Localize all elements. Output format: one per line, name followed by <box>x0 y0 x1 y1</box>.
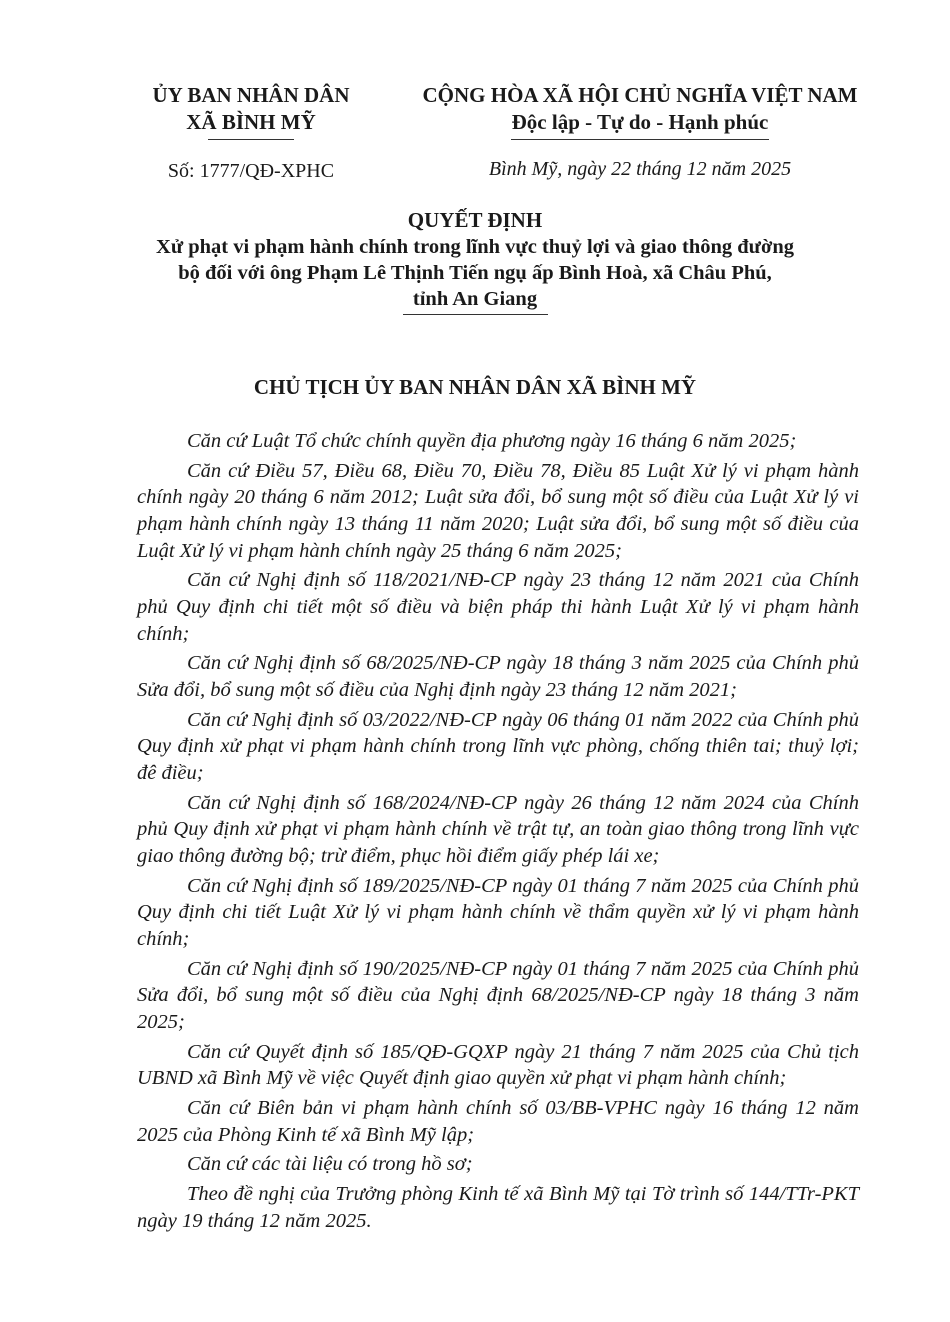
decision-heading: QUYẾT ĐỊNH <box>407 208 543 232</box>
basis-paragraph: Căn cứ Nghị định số 190/2025/NĐ-CP ngày 01 tháng 7 năm 2025 của Chính phủ Sửa đổi, bổ sung một số điều của Nghị định 68/2025/NĐ-CP ngày 18 tháng 3 năm 2025; <box>137 957 859 1033</box>
agency-name: ỦY BAN NHÂN DÂN <box>152 83 350 107</box>
basis-paragraph: Căn cứ Nghị định số 189/2025/NĐ-CP ngày 01 tháng 7 năm 2025 của Chính phủ Quy định chi tiết Luật Xử lý vi phạm hành chính về thẩm quyền xử lý vi phạm hành chính; <box>137 874 859 950</box>
motto-slogan: Độc lập - Tự do - Hạnh phúc <box>511 110 769 134</box>
basis-paragraph: Căn cứ Điều 57, Điều 68, Điều 70, Điều 78, Điều 85 Luật Xử lý vi phạm hành chính ngày 20 tháng 6 năm 2012; Luật sửa đổi, bổ sung một số điều của Luật Xử lý vi phạm hành chính ngày 13 tháng 11 năm 2020; Luật sửa đổi, bổ sung một số điều của Luật Xử lý vi phạm hành chính ngày 25 tháng 6 năm 2025; <box>137 459 859 562</box>
basis-paragraph: Căn cứ Nghị định số 168/2024/NĐ-CP ngày 26 tháng 12 năm 2024 của Chính phủ Quy định xử phạt vi phạm hành chính về trật tự, an toàn giao thông trong lĩnh vực giao thông đường bộ; trừ điểm, phục hồi điểm giấy phép lái xe; <box>137 791 859 867</box>
country-name: CỘNG HÒA XÃ HỘI CHỦ NGHĨA VIỆT NAM <box>422 83 858 107</box>
basis-paragraph: Theo đề nghị của Trưởng phòng Kinh tế xã Bình Mỹ tại Tờ trình số 144/TTr-PKT ngày 19 tháng 12 năm 2025. <box>137 1183 859 1232</box>
decision-subject-line: Xử phạt vi phạm hành chính trong lĩnh vực thuỷ lợi và giao thông đường <box>156 236 794 258</box>
basis-paragraph: Căn cứ các tài liệu có trong hồ sơ; <box>187 1153 473 1176</box>
basis-paragraph: Căn cứ Nghị định số 03/2022/NĐ-CP ngày 06 tháng 01 năm 2022 của Chính phủ Quy định xử phạt vi phạm hành chính trong lĩnh vực phòng, chống thiên tai; thuỷ lợi; đê điều; <box>137 708 859 784</box>
national-motto <box>400 82 880 140</box>
agency-underline <box>208 139 294 140</box>
document-number: Số: 1777/QĐ-XPHC <box>167 160 335 182</box>
issuing-authority: CHỦ TỊCH ỦY BAN NHÂN DÂN XÃ BÌNH MỸ <box>253 375 697 399</box>
title-underline <box>403 314 548 315</box>
motto-underline <box>511 139 769 140</box>
decision-subject-line: bộ đối với ông Phạm Lê Thịnh Tiến ngụ ấp Bình Hoà, xã Châu Phú, <box>178 262 772 284</box>
decision-subject-line: tỉnh An Giang <box>412 288 538 310</box>
decision-title <box>100 207 850 315</box>
basis-paragraph: Căn cứ Luật Tổ chức chính quyền địa phương ngày 16 tháng 6 năm 2025; <box>187 430 797 452</box>
basis-paragraph: Căn cứ Quyết định số 185/QĐ-GQXP ngày 21 tháng 7 năm 2025 của Chủ tịch UBND xã Bình Mỹ về việc Quyết định giao quyền xử phạt vi phạm hành chính; <box>137 1040 859 1090</box>
basis-paragraph: Căn cứ Biên bản vi phạm hành chính số 03/BB-VPHC ngày 16 tháng 12 năm 2025 của Phòng Kinh tế xã Bình Mỹ lập; <box>137 1096 859 1146</box>
basis-paragraph: Căn cứ Nghị định số 118/2021/NĐ-CP ngày 23 tháng 12 năm 2021 của Chính phủ Quy định chi tiết một số điều và biện pháp thi hành Luật Xử lý vi phạm hành chính; <box>137 569 859 645</box>
basis-paragraph: Căn cứ Nghị định số 68/2025/NĐ-CP ngày 18 tháng 3 năm 2025 của Chính phủ Sửa đổi, bổ sung một số điều của Nghị định ngày 23 tháng 12 năm 2021; <box>137 652 859 701</box>
issuing-agency <box>120 82 382 140</box>
agency-commune: XÃ BÌNH MỸ <box>186 110 316 134</box>
document-date: Bình Mỹ, ngày 22 tháng 12 năm 2025 <box>488 158 792 180</box>
legal-basis <box>137 428 859 1237</box>
